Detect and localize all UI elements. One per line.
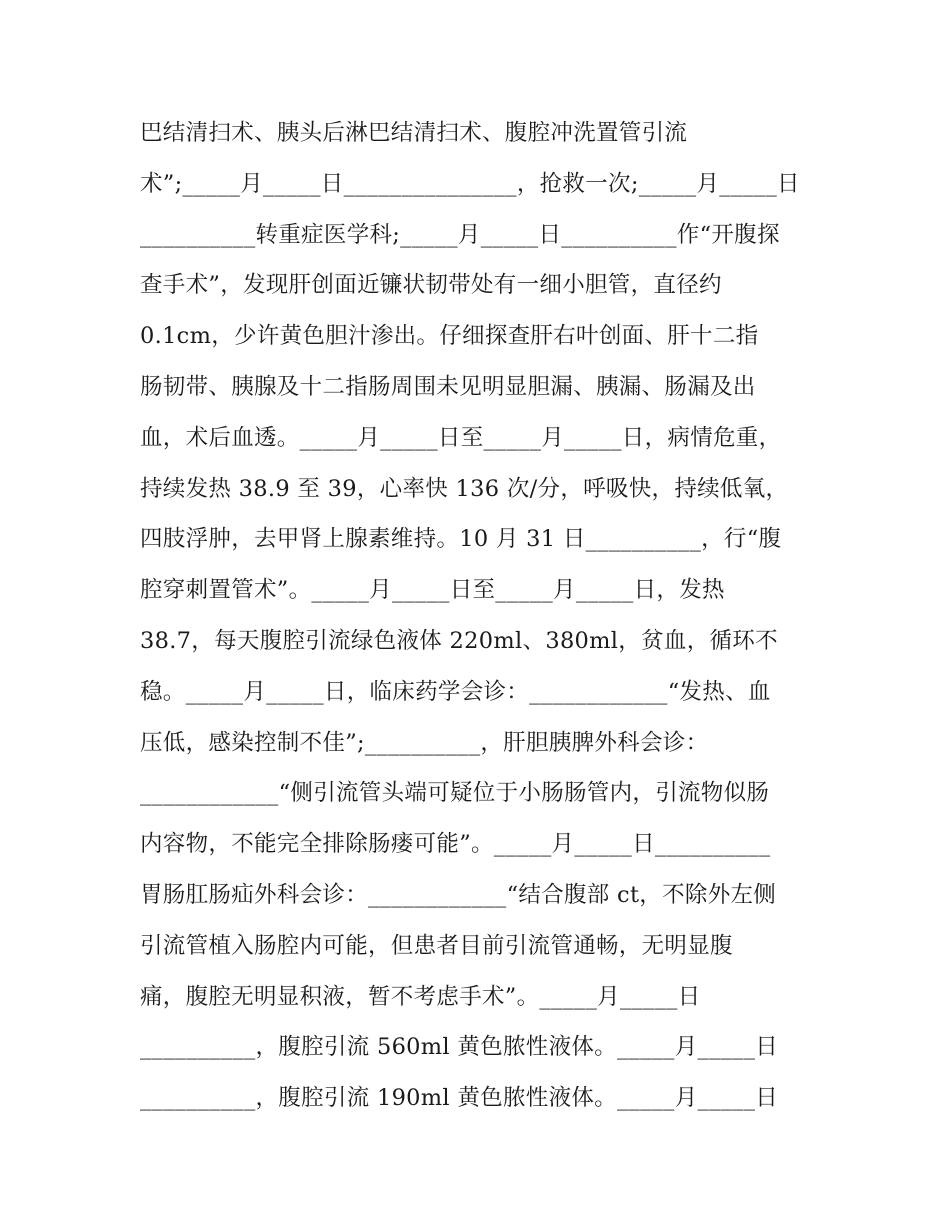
text-line: 内容物，不能完全排除肠瘘可能”。_____月_____日__________ bbox=[140, 831, 771, 858]
body-text bbox=[140, 108, 820, 1124]
text-line: 稳。_____月_____日，临床药学会诊：____________“发热、血 bbox=[140, 678, 771, 705]
text-line: 引流管植入肠腔内可能，但患者目前引流管通畅，无明显腹 bbox=[140, 932, 733, 959]
text-line: __________，腹腔引流 560ml 黄色脓性液体。_____月_____日 bbox=[140, 1034, 779, 1061]
text-line: 腔穿刺置管术”。_____月_____日至_____月_____日，发热 bbox=[140, 577, 725, 604]
text-line: 术”;_____月_____日_______________，抢救一次;_____月_____日 bbox=[140, 170, 800, 197]
text-line: 持续发热 38.9 至 39，心率快 136 次/分，呼吸快，持续低氧， bbox=[140, 475, 789, 502]
text-line: 压低，感染控制不佳”;__________，肝胆胰脾外科会诊： bbox=[140, 729, 709, 756]
text-line: __________转重症医学科;_____月_____日__________作“开腹探 bbox=[140, 221, 780, 248]
text-line: 胃肠肛肠疝外科会诊：____________“结合腹部 ct，不除外左侧 bbox=[140, 881, 777, 908]
text-line: ____________“侧引流管头端可疑位于小肠肠管内，引流物似肠 bbox=[140, 780, 770, 807]
text-line: __________，腹腔引流 190ml 黄色脓性液体。_____月_____日 bbox=[140, 1085, 779, 1112]
text-line: 肠韧带、胰腺及十二指肠周围未见明显胆漏、胰漏、肠漏及出 bbox=[140, 373, 756, 400]
text-line: 0.1cm，少许黄色胆汁渗出。仔细探查肝右叶创面、肝十二指 bbox=[140, 323, 759, 350]
text-line: 痛，腹腔无明显积液，暂不考虑手术”。_____月_____日 bbox=[140, 983, 701, 1010]
text-line: 38.7，每天腹腔引流绿色液体 220ml、380ml，贫血，循环不 bbox=[140, 627, 778, 654]
text-line: 查手术”，发现肝创面近镰状韧带处有一细小胆管，直径约 bbox=[140, 272, 722, 299]
text-line: 巴结清扫术、胰头后淋巴结清扫术、腹腔冲洗置管引流 bbox=[140, 120, 688, 146]
text-line: 四肢浮肿，去甲肾上腺素维持。10 月 31 日__________，行“腹 bbox=[140, 526, 782, 553]
text-line: 血，术后血透。_____月_____日至_____月_____日，病情危重， bbox=[140, 424, 782, 451]
